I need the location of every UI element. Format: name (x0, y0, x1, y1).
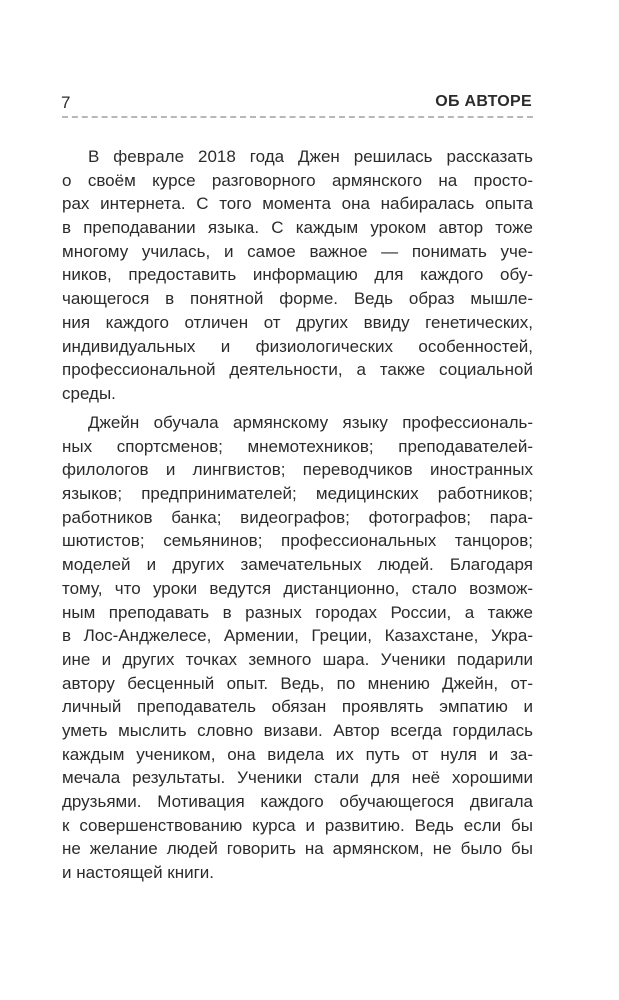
page-number: 7 (61, 93, 71, 112)
text-line: филологов и лингвистов; переводчиков иностранных (62, 460, 533, 480)
text-line: моделей и других замечательных людей. Благодаря (62, 555, 533, 575)
text-line: мечала результаты. Ученики стали для неё хорошими (62, 768, 533, 788)
text-line: в преподавании языка. С каждым уроком автор тоже (62, 218, 533, 238)
text-line: к совершенствованию курса и развитию. Ведь если бы (62, 815, 533, 835)
text-line: и настоящей книги. (62, 863, 215, 883)
text-line: личный преподаватель обязан проявлять эмпатию и (62, 697, 533, 717)
text-line: рах интернета. С того момента она набиралась опыта (62, 194, 533, 214)
running-header-title: ОБ АВТОРЕ (435, 93, 532, 110)
text-line: каждым учеником, она видела их путь от нуля и за- (62, 744, 533, 764)
text-line: шютистов; семьянинов; профессиональных танцоров; (62, 531, 533, 551)
text-line: профессиональной деятельности, а также социальной (62, 360, 533, 380)
paragraph-2 (62, 411, 533, 885)
text-line: среды. (62, 383, 116, 403)
paragraph-1 (62, 145, 533, 406)
text-line: ине и других точках земного шара. Ученики подарили (62, 649, 533, 669)
text-line: ния каждого отличен от других ввиду генетических, (62, 312, 533, 332)
text-line: В феврале 2018 года Джен решилась рассказать (88, 147, 533, 166)
text-line: тому, что уроки ведутся дистанционно, стало возмож- (62, 578, 533, 598)
text-line: не желание людей говорить на армянском, не было бы (62, 839, 533, 859)
text-line: уметь мыслить словно визави. Автор всегда гордилась (62, 720, 533, 740)
text-line: многому училась, и самое важное — понимать уче- (62, 241, 533, 261)
text-line: автору бесценный опыт. Ведь, по мнению Джейн, от- (62, 673, 533, 693)
text-line: языков; предпринимателей; медицинских работников; (62, 484, 533, 504)
text-line: в Лос-Анджелесе, Армении, Греции, Казахстане, Укра- (62, 626, 533, 646)
text-line: Джейн обучала армянскому языку профессиональ- (88, 413, 533, 432)
text-line: ников, предоставить информацию для каждого обу- (62, 265, 533, 285)
text-line: ным преподавать в разных городах России, а также (62, 602, 533, 622)
text-line: индивидуальных и физиологических особенностей, (62, 336, 533, 356)
text-line: о своём курсе разговорного армянского на просто- (62, 170, 533, 190)
text-line: друзьями. Мотивация каждого обучающегося двигала (62, 792, 533, 811)
text-line: ных спортсменов; мнемотехников; преподавателей- (62, 436, 533, 456)
text-line: работников банка; видеографов; фотографов; пара- (62, 507, 533, 527)
header-divider (62, 116, 533, 118)
text-line: чающегося в понятной форме. Ведь образ мышле- (62, 289, 533, 309)
